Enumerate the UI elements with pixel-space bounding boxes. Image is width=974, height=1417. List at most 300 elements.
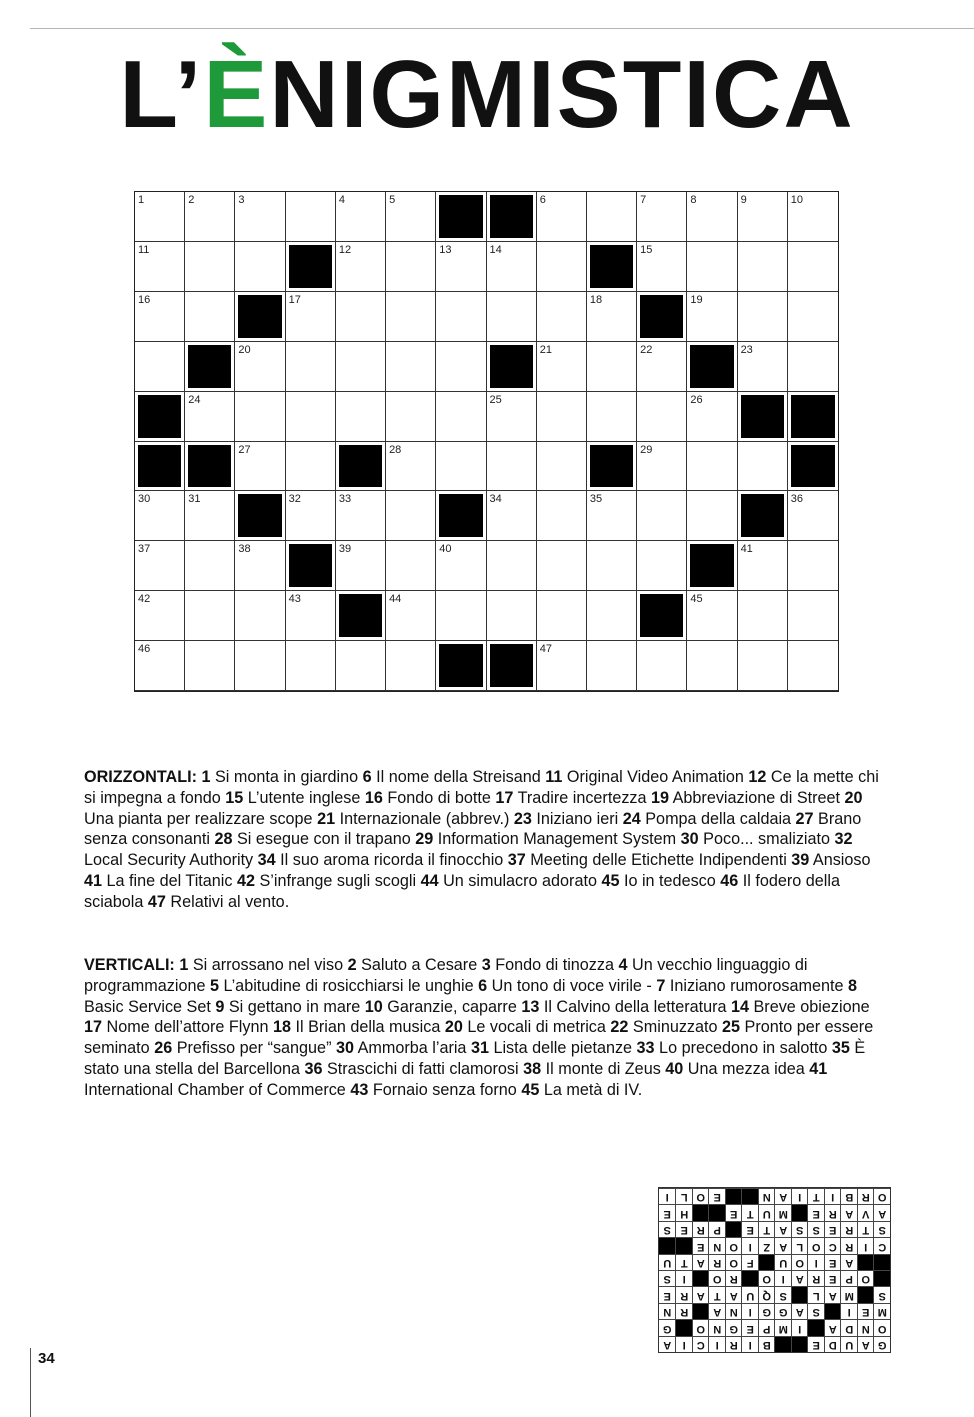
cell-number: 11	[138, 243, 150, 256]
grid-cell	[185, 242, 235, 292]
black-square	[487, 641, 537, 691]
clue-number: 27	[795, 809, 814, 828]
grid-cell	[788, 342, 838, 392]
grid-cell	[537, 342, 587, 392]
clue-text: L’abitudine di rosicchiarsi le unghie	[218, 976, 474, 995]
grid-cell	[587, 292, 637, 342]
cell-number: 5	[389, 194, 396, 206]
clue-text: Il monte di Zeus	[541, 1059, 661, 1078]
grid-cell	[738, 292, 788, 342]
clue-number: 38	[523, 1059, 542, 1078]
solution-letter: E	[676, 1221, 693, 1237]
clue-text: Local Security Authority	[84, 851, 254, 870]
cell-number: 6	[539, 194, 546, 206]
vertical-clue-list	[84, 956, 873, 1099]
cell-number: 44	[389, 593, 402, 606]
solution-letter: G	[775, 1303, 792, 1319]
solution-letter: L	[808, 1286, 825, 1302]
clue-number: 46	[720, 871, 739, 890]
grid-cell	[537, 491, 587, 541]
grid-cell	[436, 292, 486, 342]
solution-letter: A	[857, 1336, 874, 1352]
solution-black-square	[725, 1188, 742, 1204]
solution-letter: L	[676, 1188, 693, 1204]
black-square	[436, 491, 486, 541]
clue-number: 23	[513, 809, 532, 828]
solution-letter: N	[725, 1303, 742, 1319]
grid-cell	[637, 641, 687, 691]
grid-cell	[185, 491, 235, 541]
solution-letter: E	[725, 1204, 742, 1220]
grid-cell	[135, 242, 185, 292]
solution-letter: E	[808, 1336, 825, 1352]
grid-cell	[336, 392, 386, 442]
solution-letter: R	[692, 1221, 709, 1237]
grid-cell	[537, 442, 587, 492]
solution-letter: N	[758, 1188, 775, 1204]
clue-text: Fornaio senza forno	[368, 1080, 517, 1099]
grid-cell	[738, 591, 788, 641]
solution-black-square	[692, 1204, 709, 1220]
solution-letter: B	[841, 1188, 858, 1204]
cell-number: 23	[740, 343, 753, 356]
grid-cell	[637, 392, 687, 442]
solution-letter: C	[874, 1237, 891, 1253]
solution-letter: T	[857, 1221, 874, 1237]
grid-cell	[537, 641, 587, 691]
clue-number: 43	[350, 1080, 369, 1099]
clue-text: Il nome della Streisand	[371, 768, 541, 786]
clue-number: 37	[507, 851, 526, 870]
cell-number: 15	[640, 243, 653, 256]
grid-cell	[537, 192, 587, 242]
grid-cell	[135, 541, 185, 591]
solution-letter: P	[841, 1270, 858, 1286]
clue-text: Ammorba l’aria	[353, 1039, 467, 1058]
clue-number: 9	[215, 997, 225, 1016]
grid-cell	[386, 641, 436, 691]
solution-letter: E	[742, 1319, 759, 1335]
grid-cell	[336, 292, 386, 342]
grid-cell	[637, 192, 687, 242]
grid-cell	[185, 541, 235, 591]
clue-number: 26	[154, 1039, 173, 1058]
solution-letter: R	[841, 1221, 858, 1237]
clue-text: La metà di IV.	[539, 1080, 643, 1099]
clue-text: È stato una stella del Barcellona	[84, 1039, 866, 1078]
solution-letter: A	[692, 1286, 709, 1302]
cell-number: 25	[489, 393, 502, 406]
grid-cell	[637, 541, 687, 591]
clue-text: Poco... smaliziato	[698, 830, 831, 849]
grid-cell	[386, 242, 436, 292]
solution-letter: I	[841, 1303, 858, 1319]
solution-letter: I	[791, 1188, 808, 1204]
solution-letter: E	[709, 1188, 726, 1204]
clue-number: 1	[179, 956, 189, 974]
grid-cell	[687, 591, 737, 641]
cell-number: 47	[539, 643, 552, 656]
clue-number: 21	[317, 809, 336, 828]
clue-text: Information Management System	[433, 830, 677, 849]
solution-letter: T	[742, 1204, 759, 1220]
horizontal-clues	[84, 767, 884, 913]
solution-letter: A	[709, 1303, 726, 1319]
solution-letter: F	[742, 1254, 759, 1270]
solution-letter: O	[874, 1188, 891, 1204]
solution-letter: A	[824, 1286, 841, 1302]
cell-number: 34	[489, 493, 502, 506]
clue-number: 12	[748, 768, 767, 786]
solution-letter: V	[857, 1204, 874, 1220]
cell-number: 41	[740, 543, 753, 556]
solution-black-square	[791, 1336, 808, 1352]
solution-black-square	[692, 1303, 709, 1319]
clue-text: Il Calvino della letteratura	[539, 997, 727, 1016]
grid-cell	[185, 292, 235, 342]
solution-letter: R	[725, 1336, 742, 1352]
clue-number: 6	[362, 768, 372, 786]
solution-letter: E	[808, 1204, 825, 1220]
solution-letter: S	[775, 1286, 792, 1302]
black-square	[487, 192, 537, 242]
cell-number: 4	[338, 194, 345, 206]
grid-cell	[537, 292, 587, 342]
clue-number: 42	[237, 871, 256, 890]
grid-cell	[235, 591, 285, 641]
clue-text: Ansioso	[809, 851, 871, 870]
cell-number: 31	[188, 493, 201, 506]
clue-number: 13	[521, 997, 540, 1016]
clue-text: Relativi al vento.	[165, 892, 290, 911]
solution-letter: R	[676, 1303, 693, 1319]
clue-number: 29	[415, 830, 434, 849]
grid-cell	[135, 292, 185, 342]
grid-cell	[185, 192, 235, 242]
cell-number: 38	[238, 543, 251, 556]
solution-black-square	[808, 1319, 825, 1335]
clue-number: 16	[364, 788, 383, 807]
solution-letter: C	[692, 1336, 709, 1352]
grid-cell	[286, 292, 336, 342]
grid-cell	[687, 392, 737, 442]
solution-letter: R	[808, 1270, 825, 1286]
solution-letter: I	[808, 1254, 825, 1270]
cell-number: 16	[138, 293, 151, 306]
grid-cell	[336, 192, 386, 242]
grid-cell	[537, 541, 587, 591]
solution-letter: G	[659, 1319, 676, 1335]
cell-number: 28	[389, 443, 402, 456]
clue-text: Si monta in giardino	[210, 768, 359, 786]
solution-letter: R	[725, 1270, 742, 1286]
grid-cell	[687, 192, 737, 242]
cell-number: 14	[489, 243, 502, 256]
clue-number: 36	[304, 1059, 323, 1078]
solution-letter: S	[874, 1286, 891, 1302]
solution-letter: R	[709, 1254, 726, 1270]
clue-text: Iniziano ieri	[531, 809, 619, 828]
clue-number: 47	[147, 892, 166, 911]
solution-letter: A	[775, 1188, 792, 1204]
clue-text: S’infrange sugli scogli	[255, 871, 417, 890]
solution-letter: T	[808, 1188, 825, 1204]
solution-letter: O	[758, 1270, 775, 1286]
clue-text: Meeting delle Etichette Indipendenti	[525, 851, 787, 870]
cell-number: 29	[640, 443, 653, 456]
grid-cell	[738, 342, 788, 392]
grid-cell	[436, 442, 486, 492]
clue-number: 5	[209, 976, 219, 995]
solution-letter: S	[874, 1221, 891, 1237]
black-square	[235, 292, 285, 342]
grid-cell	[738, 442, 788, 492]
cell-number: 7	[640, 194, 647, 206]
solution-letter: E	[659, 1286, 676, 1302]
cell-number: 18	[589, 293, 603, 306]
clue-text: Abbreviazione di Street	[669, 788, 841, 807]
clue-number: 3	[481, 956, 491, 974]
solution-letter: I	[824, 1188, 841, 1204]
title-part2: NIGMISTICA	[269, 41, 855, 148]
grid-cell	[286, 342, 336, 392]
clue-text: Prefisso per “sangue”	[172, 1039, 332, 1058]
solution-letter: O	[857, 1270, 874, 1286]
grid-cell	[788, 641, 838, 691]
title-accent-letter: È	[203, 41, 270, 148]
grid-cell	[286, 491, 336, 541]
solution-letter: A	[874, 1204, 891, 1220]
grid-cell	[637, 491, 687, 541]
solution-letter: E	[824, 1270, 841, 1286]
grid-cell	[487, 292, 537, 342]
cell-number: 26	[690, 393, 703, 406]
solution-black-square	[725, 1221, 742, 1237]
clue-text: Basic Service Set	[84, 997, 211, 1016]
grid-cell	[788, 242, 838, 292]
grid-cell	[235, 442, 285, 492]
grid-cell	[135, 342, 185, 392]
clue-number: 20	[844, 788, 863, 807]
grid-cell	[738, 641, 788, 691]
grid-cell	[587, 541, 637, 591]
clue-number: 30	[680, 830, 699, 849]
grid-cell	[487, 392, 537, 442]
clue-text: Pompa della caldaia	[640, 809, 792, 828]
solution-letter: A	[692, 1254, 709, 1270]
solution-letter: D	[824, 1336, 841, 1352]
grid-cell	[436, 541, 486, 591]
solution-letter: O	[709, 1270, 726, 1286]
solution-letter: U	[775, 1254, 792, 1270]
clue-text: La fine del Titanic	[102, 871, 233, 890]
clue-number: 1	[201, 768, 211, 786]
solution-letter: E	[824, 1221, 841, 1237]
grid-cell	[386, 541, 436, 591]
solution-black-square	[857, 1254, 874, 1270]
cell-number: 21	[539, 343, 552, 356]
solution-black-square	[758, 1254, 775, 1270]
clue-text: Nome dell’attore Flynn	[102, 1018, 269, 1037]
clue-number: 2	[347, 956, 357, 974]
solution-letter: S	[808, 1221, 825, 1237]
clue-text: Una mezza idea	[683, 1059, 805, 1078]
black-square	[587, 442, 637, 492]
solution-black-square	[742, 1270, 759, 1286]
page-rule	[30, 1348, 31, 1417]
clue-number: 6	[478, 976, 488, 995]
grid-cell	[436, 242, 486, 292]
grid-cell	[637, 442, 687, 492]
black-square	[436, 192, 486, 242]
solution-letter: A	[791, 1303, 808, 1319]
grid-cell	[235, 641, 285, 691]
solution-black-square	[659, 1237, 676, 1253]
solution-black-square	[874, 1254, 891, 1270]
cell-number: 13	[439, 243, 452, 256]
solution-letter: T	[676, 1254, 693, 1270]
solution-letter: P	[709, 1221, 726, 1237]
cell-number: 33	[338, 493, 352, 506]
black-square	[336, 591, 386, 641]
solution-letter: O	[791, 1254, 808, 1270]
cell-number: 2	[188, 194, 195, 206]
grid-cell	[587, 591, 637, 641]
clue-text: Fondo di botte	[382, 788, 491, 807]
grid-cell	[135, 192, 185, 242]
clue-text: Le vocali di metrica	[462, 1018, 606, 1037]
black-square	[487, 342, 537, 392]
grid-cell	[687, 242, 737, 292]
grid-cell	[537, 591, 587, 641]
horizontal-heading: ORIZZONTALI:	[84, 768, 197, 786]
solution-letter: G	[758, 1303, 775, 1319]
solution-letter: I	[709, 1336, 726, 1352]
clue-text: Iniziano rumorosamente	[665, 976, 844, 995]
clue-number: 40	[665, 1059, 684, 1078]
grid-cell	[436, 342, 486, 392]
clue-number: 25	[722, 1018, 741, 1037]
solution-black-square	[742, 1188, 759, 1204]
clue-text: Sminuzzato	[628, 1018, 718, 1037]
solution-letter: G	[874, 1336, 891, 1352]
grid-cell	[788, 292, 838, 342]
solution-letter: U	[841, 1336, 858, 1352]
solution-letter: A	[775, 1221, 792, 1237]
grid-cell	[386, 342, 436, 392]
solution-letter: T	[758, 1221, 775, 1237]
cell-number: 43	[288, 593, 301, 606]
grid-cell	[386, 192, 436, 242]
grid-cell	[386, 591, 436, 641]
grid-cell	[436, 591, 486, 641]
grid-cell	[336, 641, 386, 691]
grid-cell	[336, 491, 386, 541]
grid-cell	[487, 242, 537, 292]
black-square	[135, 442, 185, 492]
page-number: 34	[38, 1350, 55, 1367]
solution-letter: U	[758, 1204, 775, 1220]
clue-number: 17	[495, 788, 514, 807]
clue-text: Il suo aroma ricorda il finocchio	[275, 851, 504, 870]
solution-letter: I	[676, 1270, 693, 1286]
clue-number: 30	[335, 1039, 354, 1058]
clue-text: Brano senza consonanti	[84, 809, 862, 849]
solution-letter: L	[791, 1237, 808, 1253]
cell-number: 45	[690, 593, 703, 606]
solution-letter: Z	[758, 1237, 775, 1253]
solution-letter: N	[709, 1237, 726, 1253]
clue-text: Breve obiezione	[749, 997, 870, 1016]
black-square	[235, 491, 285, 541]
clue-number: 39	[791, 851, 810, 870]
black-square	[135, 392, 185, 442]
grid-cell	[436, 392, 486, 442]
grid-cell	[135, 591, 185, 641]
solution-black-square	[791, 1286, 808, 1302]
cell-number: 37	[138, 543, 151, 556]
cell-number: 9	[740, 194, 747, 206]
cell-number: 8	[690, 194, 697, 206]
clue-number: 32	[834, 830, 853, 849]
clue-number: 22	[610, 1018, 629, 1037]
black-square	[185, 442, 235, 492]
grid-cell	[235, 242, 285, 292]
clue-text: Il fodero della sciabola	[84, 871, 840, 911]
clue-text: International Chamber of Commerce	[84, 1080, 346, 1099]
title-part1: L’	[119, 41, 204, 148]
solution-letter: M	[775, 1204, 792, 1220]
cell-number: 19	[690, 293, 703, 306]
black-square	[687, 342, 737, 392]
grid-cell	[738, 242, 788, 292]
clue-text: Tradire incertezza	[513, 788, 647, 807]
clue-text: Strascichi di fatti clamorosi	[322, 1059, 519, 1078]
clue-number: 7	[656, 976, 666, 995]
solution-letter: N	[659, 1303, 676, 1319]
cell-number: 35	[589, 493, 603, 506]
clue-number: 11	[545, 768, 563, 786]
solution-letter: S	[791, 1221, 808, 1237]
cell-number: 36	[790, 493, 804, 506]
solution-black-square	[857, 1286, 874, 1302]
solution-letter: A	[791, 1270, 808, 1286]
solution-letter: O	[725, 1237, 742, 1253]
solution-letter: B	[758, 1336, 775, 1352]
solution-letter: S	[659, 1221, 676, 1237]
clue-number: 19	[651, 788, 670, 807]
grid-cell	[487, 491, 537, 541]
grid-cell	[537, 392, 587, 442]
solution-letter: I	[742, 1237, 759, 1253]
clue-text: Fondo di tinozza	[490, 956, 614, 974]
clue-number: 20	[444, 1018, 463, 1037]
clue-number: 10	[364, 997, 383, 1016]
solution-letter: Q	[758, 1286, 775, 1302]
clue-text: Si esegue con il trapano	[232, 830, 411, 849]
solution-letter: I	[742, 1303, 759, 1319]
solution-letter: U	[742, 1286, 759, 1302]
cell-number: 32	[288, 493, 301, 506]
grid-cell	[286, 591, 336, 641]
clue-number: 35	[831, 1039, 850, 1058]
solution-letter: R	[824, 1204, 841, 1220]
cell-number: 24	[188, 393, 201, 406]
solution-letter: I	[742, 1336, 759, 1352]
grid-cell	[738, 192, 788, 242]
solution-letter: A	[775, 1237, 792, 1253]
grid-cell	[386, 491, 436, 541]
